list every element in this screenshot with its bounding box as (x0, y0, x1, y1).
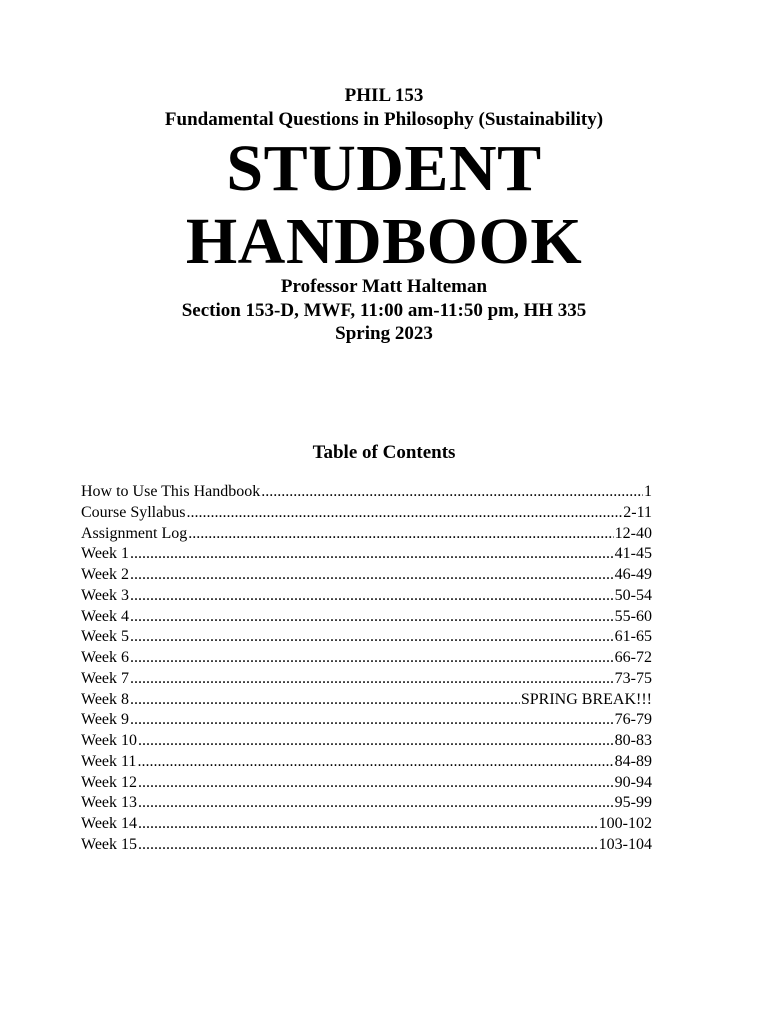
toc-dot-leader (130, 627, 614, 648)
toc-entry-label: Week 6 (81, 649, 130, 666)
toc-entry-pages: 73-75 (614, 669, 652, 687)
document-title-line-1: STUDENT (226, 132, 542, 205)
toc-entry (81, 586, 652, 607)
toc-dot-leader (130, 690, 520, 711)
toc-dot-leader (130, 565, 614, 586)
toc-entry (81, 544, 652, 565)
toc-entry-pages: 90-94 (614, 773, 652, 791)
toc-dot-leader (138, 731, 614, 752)
toc-entry-pages: 100-102 (598, 815, 652, 832)
toc-entry-pages: 95-99 (614, 794, 652, 812)
toc-dot-leader (130, 586, 614, 607)
toc-entry (81, 565, 652, 586)
toc-entry-pages: 50-54 (614, 586, 652, 604)
toc-dot-leader (130, 607, 614, 628)
toc-entry-label: Week 9 (81, 711, 130, 729)
toc-dot-leader (138, 814, 598, 835)
professor-name: Professor Matt Halteman (280, 276, 488, 297)
toc-entry-pages: 84-89 (614, 752, 652, 770)
toc-entry-label: Week 11 (81, 752, 137, 770)
toc-entry-pages: 103-104 (598, 835, 652, 853)
toc-dot-leader (130, 544, 614, 565)
toc-entry (81, 482, 652, 503)
toc-entry-pages: 80-83 (614, 732, 652, 749)
toc-entry-label: Week 10 (81, 732, 138, 749)
toc-entry-label: Week 13 (81, 794, 138, 812)
toc-entry (81, 607, 652, 628)
term: Spring 2023 (335, 323, 433, 344)
toc-entry (81, 814, 652, 835)
toc-entry (81, 627, 652, 648)
toc-entry-label: How to Use This Handbook (81, 483, 261, 500)
toc-entry (81, 793, 652, 814)
toc-entry (81, 524, 652, 545)
toc-entry-label: Week 4 (81, 607, 130, 625)
toc-entry (81, 690, 652, 711)
toc-entry-label: Assignment Log (81, 524, 188, 542)
toc-dot-leader (137, 752, 613, 773)
toc-entry (81, 752, 652, 773)
section-info: Section 153-D, MWF, 11:00 am-11:50 pm, HH 335 (181, 300, 587, 321)
toc-entry (81, 731, 652, 752)
document-title-line-2: HANDBOOK (185, 205, 583, 278)
toc-dot-leader (138, 793, 614, 814)
toc-entry-label: Week 3 (81, 586, 130, 604)
toc-dot-leader (188, 524, 613, 545)
course-title: Fundamental Questions in Philosophy (Sustainability) (164, 109, 604, 130)
toc-entry-label: Course Syllabus (81, 503, 186, 521)
toc-dot-leader (138, 835, 598, 856)
toc-entry (81, 773, 652, 794)
toc-entry-label: Week 14 (81, 815, 138, 832)
toc-entry-pages: 1 (644, 483, 652, 500)
toc-entry-label: Week 12 (81, 773, 138, 791)
toc-entry-pages: 55-60 (614, 607, 652, 625)
table-of-contents (81, 482, 652, 856)
toc-entry-pages: 76-79 (614, 711, 652, 729)
toc-heading: Table of Contents (312, 442, 456, 463)
toc-entry (81, 669, 652, 690)
toc-entry-label: Week 1 (81, 545, 130, 563)
toc-entry-pages: 46-49 (614, 566, 652, 583)
course-code: PHIL 153 (344, 85, 424, 106)
toc-dot-leader (130, 710, 614, 731)
toc-dot-leader (130, 648, 614, 669)
toc-dot-leader (138, 773, 614, 794)
toc-dot-leader (186, 503, 622, 524)
toc-entry-pages: 41-45 (614, 545, 652, 563)
toc-entry (81, 648, 652, 669)
toc-entry-label: Week 2 (81, 566, 130, 583)
toc-entry-label: Week 15 (81, 835, 138, 853)
toc-entry-pages: 2-11 (623, 503, 652, 521)
toc-entry-label: Week 7 (81, 669, 130, 687)
toc-entry-pages: 66-72 (614, 649, 652, 666)
toc-dot-leader (261, 482, 643, 503)
toc-entry-label: Week 5 (81, 628, 130, 646)
toc-entry-pages: 12-40 (614, 524, 652, 542)
toc-entry (81, 710, 652, 731)
toc-entry-pages: SPRING BREAK!!! (520, 690, 652, 708)
toc-entry-pages: 61-65 (614, 628, 652, 646)
toc-entry (81, 835, 652, 856)
toc-entry (81, 503, 652, 524)
toc-dot-leader (130, 669, 614, 690)
toc-entry-label: Week 8 (81, 690, 130, 708)
